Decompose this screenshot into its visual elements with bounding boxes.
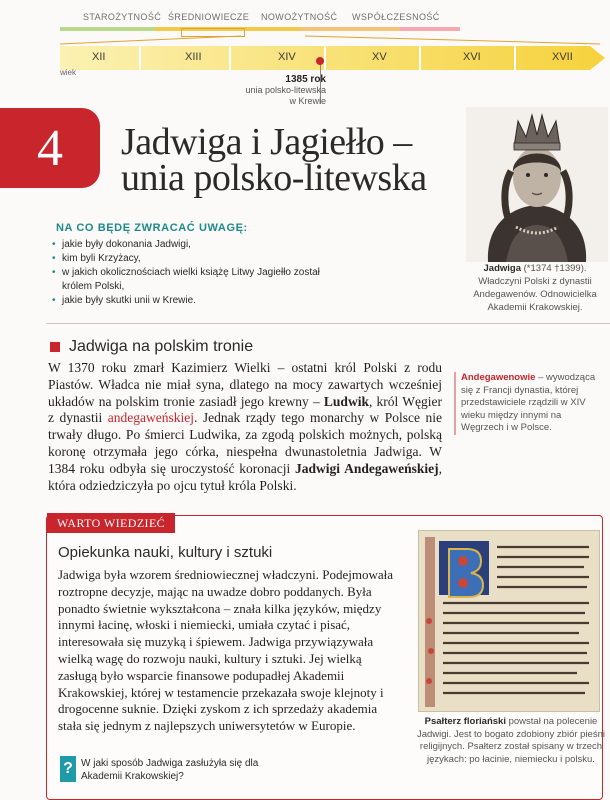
portrait-caption-line: Andegawenów. Odnowicielka — [473, 289, 597, 300]
question-icon: ? — [60, 756, 76, 782]
psalter-image — [418, 530, 600, 712]
event-text: w Krewie — [289, 96, 326, 106]
portrait-caption-line: Akademii Krakowskiej. — [487, 302, 583, 313]
focus-item: • jakie były dokonania Jadwigi, — [52, 238, 352, 252]
psalter-text: powstał na polecenie Jadwigi. Jest to bogato zdobiony zbiór pieśni religijnych. Psałterz został spisany w trzech językach: po łacinie, niemiecku i polsku. — [416, 716, 605, 765]
century-label: XV — [372, 51, 387, 63]
definition-text: – wywodząca się z Francji dynastia, której przedstawiciele rządzili w XIV wieku między innymi na Węgrzech i w Polsce. — [461, 372, 596, 433]
era-line-antiquity — [60, 27, 155, 31]
portrait-caption-line: Władczyni Polski z dynastii — [478, 276, 592, 287]
era-label: NOWOŻYTNOŚĆ — [261, 12, 338, 22]
section-divider — [46, 323, 610, 324]
event-year: 1385 rok — [285, 74, 326, 85]
era-line-contemporary — [400, 27, 460, 31]
focus-item: • w jakich okolicznościach wielki książę Litwy Jagiełło został królem Polski, — [52, 266, 352, 294]
info-box-title: Opiekunka nauki, kultury i sztuki — [58, 544, 273, 561]
event-text: unia polsko-litewska — [245, 85, 326, 95]
portrait-illustration — [466, 107, 608, 262]
portrait-caption — [460, 262, 610, 314]
body-text-run: . Jednak rządy tego monarchy w Polsce nie trwały długo. Po śmierci Ludwika, za zgodą polskich możnych, polską koronę otrzymała jego córka, niespełna dwunastoletnia Jadwiga. W 1384 roku odbyła się uroczystość koronacji — [48, 410, 442, 476]
definition-term: Andegawenowie — [461, 372, 536, 383]
glossary-definition — [454, 372, 604, 435]
era-label: ŚREDNIOWIECZE — [168, 12, 250, 22]
era-label: WSPÓŁCZESNOŚĆ — [352, 12, 440, 22]
body-text-run: W 1370 roku zmarł Kazimierz Wielki – ostatni król Polski z rodu Piastów. Władca nie miał syna, dlatego na mocy zawartych wcześniej układów na polskim tronie zasiadł jego krewny – — [48, 360, 442, 409]
portrait-name: Jadwiga — [483, 263, 521, 274]
key-term: Jadwigi Andegaweńskiej — [295, 460, 439, 476]
focus-item: • kim byli Krzyżacy, — [52, 252, 352, 266]
century-label: XIV — [278, 51, 296, 63]
question-text: W jaki sposób Jadwiga zasłużyła się dla Akademii Krakowskiej? — [81, 758, 259, 782]
glossary-link: andegaweńskiej — [107, 410, 194, 426]
timeline-axis-label: wiek — [60, 68, 77, 77]
psalter-caption — [415, 716, 607, 766]
era-band — [60, 12, 460, 34]
info-box-text: Jadwiga była wzorem średniowiecznej władczyni. Podejmowała roztropne decyzje, mając na uwadze dobro poddanych. Była ponadto świetnie wykształcona – znała kilka języków, między innymi łacinę, włoski i niemiecki, umiała czytać i pisać, interesowała się muzyką i śpiewem. Jadwiga przywiązywała wielką wagę do rozwoju nauki, kultury i sztuki. Jej wielką zasługą było wsparcie finansowe podupadłej Akademii Krakowskiej, której w testamencie przekazała swoje klejnoty i drogocenne suknie. Dzięki zyskom z ich sprzedaży akademia stała się jednym z najlepszych uniwersytetów w Europie. — [58, 567, 393, 734]
psalter-name: Psałterz floriański — [424, 716, 506, 727]
info-box-tab: WARTO WIEDZIEĆ — [47, 513, 175, 533]
century-label: XVII — [552, 51, 573, 63]
era-line-modern — [300, 27, 400, 31]
event-marker-dot — [316, 57, 324, 65]
manuscript-illustration — [419, 531, 600, 712]
chapter-title-line: unia polsko-litewska — [121, 157, 427, 199]
section-body — [48, 360, 442, 494]
chapter-number: 4 — [0, 108, 100, 188]
section-square-icon — [50, 342, 60, 352]
chapter-title-line: Jadwiga i Jagiełło – — [121, 121, 412, 163]
section-heading — [50, 338, 253, 356]
century-label: XII — [92, 51, 106, 63]
chapter-title — [121, 121, 461, 199]
focus-item: • jakie były skutki unii w Krewie. — [52, 294, 352, 308]
body-text-run: , król Węgier z dynastii — [48, 393, 442, 426]
century-label: XVI — [463, 51, 481, 63]
focus-heading: NA CO BĘDĘ ZWRACAĆ UWAGĘ: — [56, 222, 248, 234]
body-text-run: , która odziedziczyła po ojcu tytuł króla Polski. — [48, 460, 442, 493]
focus-list — [52, 238, 352, 308]
timeline-arrow — [60, 44, 605, 72]
section-title: Jadwiga na polskim tronie — [69, 338, 254, 355]
century-label: XIII — [185, 51, 202, 63]
era-label: STAROŻYTNOŚĆ — [83, 12, 162, 22]
key-term: Ludwik — [323, 393, 369, 409]
timeline-event — [245, 74, 326, 107]
timeline-bar — [60, 44, 605, 72]
jadwiga-portrait — [466, 107, 608, 262]
portrait-dates: (*1374 †1399). — [523, 263, 587, 274]
